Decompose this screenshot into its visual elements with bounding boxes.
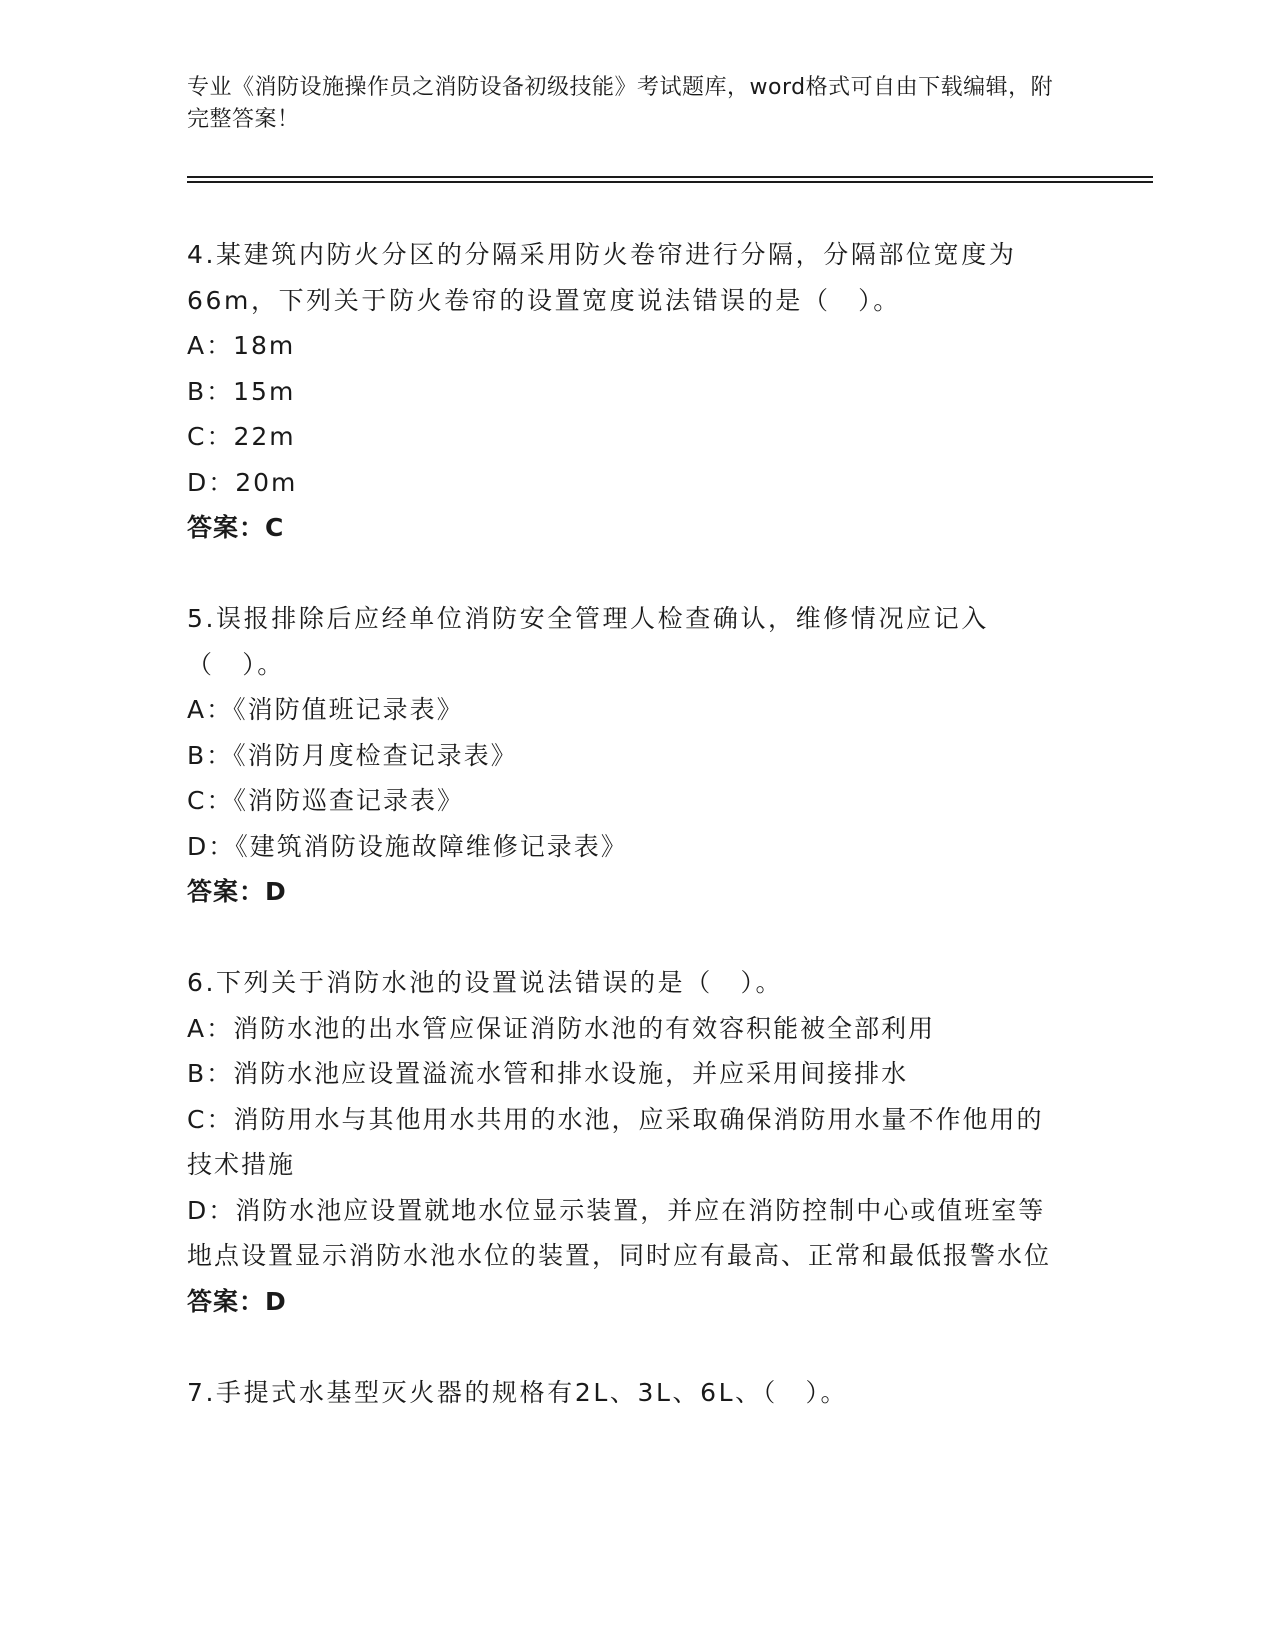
header-divider-top (187, 176, 1153, 178)
question-stem: 4.某建筑内防火分区的分隔采用防火卷帘进行分隔，分隔部位宽度为66m，下列关于防火卷帘的设置宽度说法错误的是（ ）。 (187, 240, 1017, 315)
question-6 (187, 960, 1067, 1324)
answer-line: 答案：D (187, 1286, 287, 1316)
option-c: C：22m (187, 422, 296, 451)
question-4 (187, 232, 1067, 550)
header-divider-bottom (187, 181, 1153, 183)
option-a: A：消防水池的出水管应保证消防水池的有效容积能被全部利用 (187, 1013, 936, 1043)
option-b: B：15m (187, 376, 296, 406)
document-header: 专业《消防设施操作员之消防设备初级技能》考试题库，word格式可自由下载编辑，附完整答案！ (187, 75, 1054, 132)
question-stem: 5.误报排除后应经单位消防安全管理人检查确认，维修情况应记入（ ）。 (187, 604, 989, 679)
option-d: D：《建筑消防设施故障维修记录表》 (187, 831, 628, 861)
option-c: C：消防用水与其他用水共用的水池，应采取确保消防用水量不作他用的技术措施 (187, 1104, 1044, 1179)
option-d: D：20m (187, 467, 298, 497)
question-stem: 7.手提式水基型灭火器的规格有2L、3L、6L、（ ）。 (187, 1377, 849, 1407)
question-list (187, 232, 1067, 1461)
option-d: D：消防水池应设置就地水位显示装置，并应在消防控制中心或值班室等地点设置显示消防水池水位的装置，同时应有最高、正常和最低报警水位 (187, 1195, 1052, 1270)
question-7 (187, 1370, 1067, 1416)
answer-line: 答案：D (187, 877, 287, 906)
option-a: A：18m (187, 331, 296, 360)
option-a: A：《消防值班记录表》 (187, 695, 464, 724)
answer-line: 答案：C (187, 513, 285, 542)
option-b: B：消防水池应设置溢流水管和排水设施，并应采用间接排水 (187, 1059, 909, 1088)
question-stem: 6.下列关于消防水池的设置说法错误的是（ ）。 (187, 968, 784, 997)
option-c: C：《消防巡查记录表》 (187, 786, 464, 815)
option-b: B：《消防月度检查记录表》 (187, 740, 518, 770)
question-5 (187, 596, 1067, 914)
